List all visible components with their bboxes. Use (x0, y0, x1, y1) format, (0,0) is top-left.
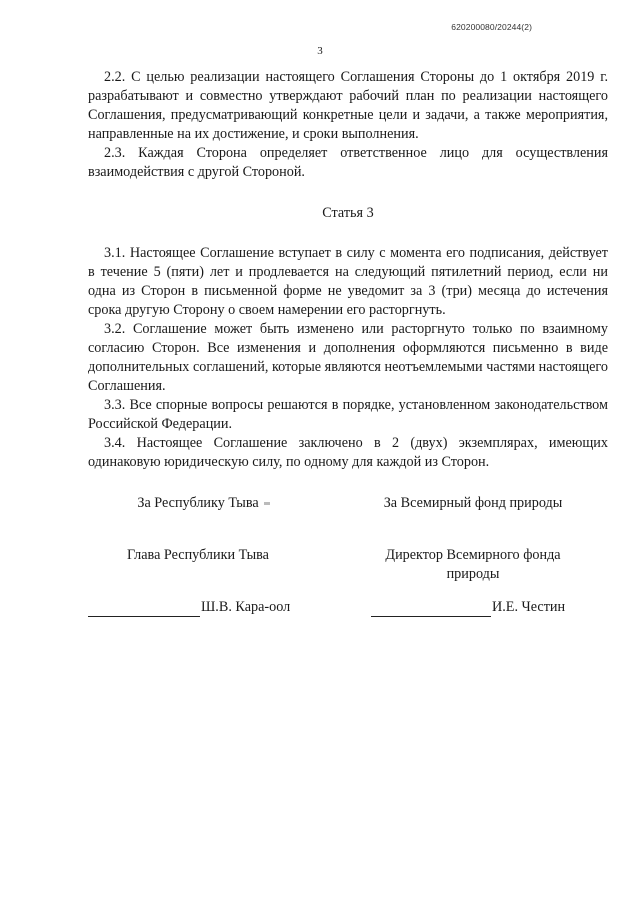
document-body (88, 68, 608, 472)
paragraph-3-1: 3.1. Настоящее Соглашение вступает в силу с момента его подписания, действует в течение 5 (пяти) лет и продлевается на следующий пятилетний период, если ни одна из Сторон в письменной форме не уведомит за 3 (три) месяца до истечения срока другую Сторону о своем намерении его расторгнуть. (88, 245, 608, 318)
article-3-heading: Статья 3 (322, 205, 374, 221)
page-number: 3 (317, 45, 323, 57)
paragraph-2-2: 2.2. С целью реализации настоящего Соглашения Стороны до 1 октября 2019 г. разрабатывают и совместно утверждают рабочий план по реализации настоящего Соглашения, предусматривающий конкретные цели и задачи, а также мероприятия, направленные на их достижение, и сроки выполнения. (88, 69, 608, 142)
left-signature-line (88, 598, 290, 617)
right-title-line-2: природы (446, 566, 500, 582)
paragraph-3-3: 3.3. Все спорные вопросы решаются в порядке, установленном законодательством Российской Федерации. (88, 397, 608, 432)
right-signature-line (371, 598, 565, 617)
left-signatory-name: Ш.В. Кара-оол (201, 599, 291, 615)
paragraph-2-3: 2.3. Каждая Сторона определяет ответственное лицо для осуществления взаимодействия с другой Стороной. (88, 145, 608, 180)
right-signatory-title (353, 546, 593, 584)
left-signature-rule (88, 602, 200, 617)
right-signatory-name: И.Е. Честин (492, 599, 566, 615)
right-party-label: За Всемирный фонд природы (383, 495, 563, 511)
right-signature-rule (371, 602, 491, 617)
scan-artifact (264, 502, 270, 505)
document-id: 620200080/20244(2) (451, 22, 532, 32)
paragraph-3-4: 3.4. Настоящее Соглашение заключено в 2 (двух) экземплярах, имеющих одинаковую юридическую силу, по одному для каждой из Сторон. (88, 435, 608, 470)
paragraph-3-2: 3.2. Соглашение может быть изменено или расторгнуто только по взаимному согласию Сторон. Все изменения и дополнения оформляются письменно в виде дополнительных соглашений, которые являются неотъемлемыми частями настоящего Соглашения. (88, 321, 608, 394)
left-signatory-title: Глава Республики Тыва (127, 547, 269, 563)
left-party-label: За Республику Тыва (137, 495, 259, 511)
right-title-line-1: Директор Всемирного фонда (385, 547, 561, 563)
